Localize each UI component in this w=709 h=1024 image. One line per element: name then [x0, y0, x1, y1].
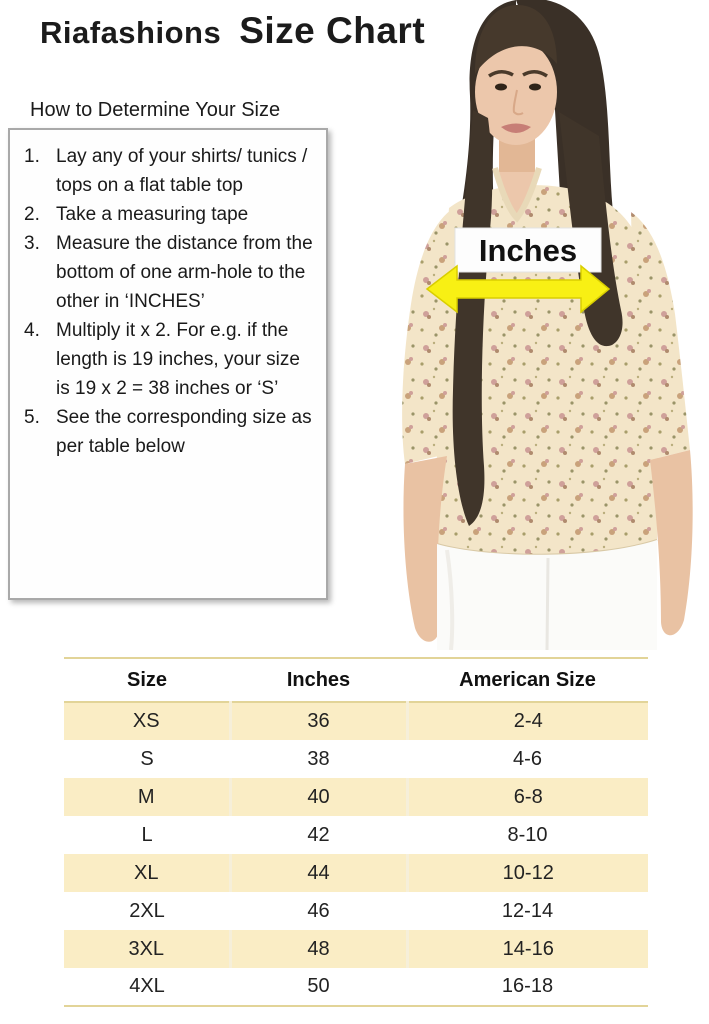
cell-size: 3XL	[64, 930, 230, 968]
cell-american: 2-4	[407, 702, 648, 740]
cell-size: 2XL	[129, 899, 165, 922]
instruction-text: Take a measuring tape	[56, 204, 249, 225]
page-title	[40, 10, 425, 52]
instruction-item	[16, 403, 320, 461]
inches-label: Inches	[478, 233, 578, 268]
cell-inches: 42	[307, 823, 330, 846]
instruction-item	[16, 142, 320, 200]
cell-inches: 48	[230, 930, 407, 968]
cell-american: 16-18	[501, 975, 554, 997]
header-american-size: American Size	[407, 658, 648, 702]
table-row	[64, 702, 648, 740]
cell-size: L	[141, 823, 153, 846]
cell-inches: 44	[230, 854, 407, 892]
instruction-text: Lay any of your shirts/ tunics / tops on a flat table top	[56, 146, 308, 196]
section-subtitle: How to Determine Your Size	[30, 99, 281, 121]
cell-american: 12-14	[501, 899, 554, 922]
page-title-text: Size Chart	[239, 10, 426, 51]
cell-inches: 50	[307, 975, 330, 997]
cell-size: 4XL	[129, 975, 165, 997]
cell-size: S	[140, 747, 154, 770]
cell-american: 6-8	[407, 778, 648, 816]
size-table	[64, 657, 648, 1007]
model-illustration	[385, 0, 709, 650]
cell-size: M	[64, 778, 230, 816]
brand-name: Riafashions	[40, 15, 222, 50]
table-row	[64, 930, 648, 968]
table-row	[64, 816, 648, 854]
instruction-number: 2.	[24, 204, 40, 225]
table-row	[64, 968, 648, 1006]
instruction-number: 4.	[24, 320, 40, 341]
cell-size: XL	[64, 854, 230, 892]
header-inches: Inches	[230, 658, 407, 702]
header-size: Size	[64, 658, 230, 702]
instruction-item	[16, 316, 320, 403]
instruction-text: See the corresponding size as per table below	[56, 407, 312, 457]
instruction-number: 5.	[24, 407, 40, 428]
cell-american: 4-6	[513, 747, 542, 770]
table-row	[64, 778, 648, 816]
cell-inches: 38	[307, 747, 330, 770]
table-header-row	[64, 658, 648, 702]
model-photo	[385, 0, 709, 650]
instruction-text: Multiply it x 2. For e.g. if the length is 19 inches, your size is 19 x 2 = 38 inches or ‘S’	[56, 320, 300, 399]
table-row	[64, 854, 648, 892]
instructions-box	[8, 128, 328, 600]
table-row	[64, 892, 648, 930]
size-table-grid	[64, 657, 648, 1007]
cell-american: 8-10	[507, 823, 548, 846]
table-row	[64, 740, 648, 778]
cell-inches: 46	[307, 899, 330, 922]
cell-inches: 36	[230, 702, 407, 740]
cell-american: 14-16	[407, 930, 648, 968]
instruction-item	[16, 200, 320, 229]
instruction-item	[16, 229, 320, 316]
cell-inches: 40	[230, 778, 407, 816]
instruction-number: 3.	[24, 233, 40, 254]
cell-american: 10-12	[407, 854, 648, 892]
cell-size: XS	[64, 702, 230, 740]
instructions-list	[16, 142, 320, 461]
instruction-text: Measure the distance from the bottom of one arm-hole to the other in ‘INCHES’	[56, 233, 313, 312]
instruction-number: 1.	[24, 146, 40, 167]
